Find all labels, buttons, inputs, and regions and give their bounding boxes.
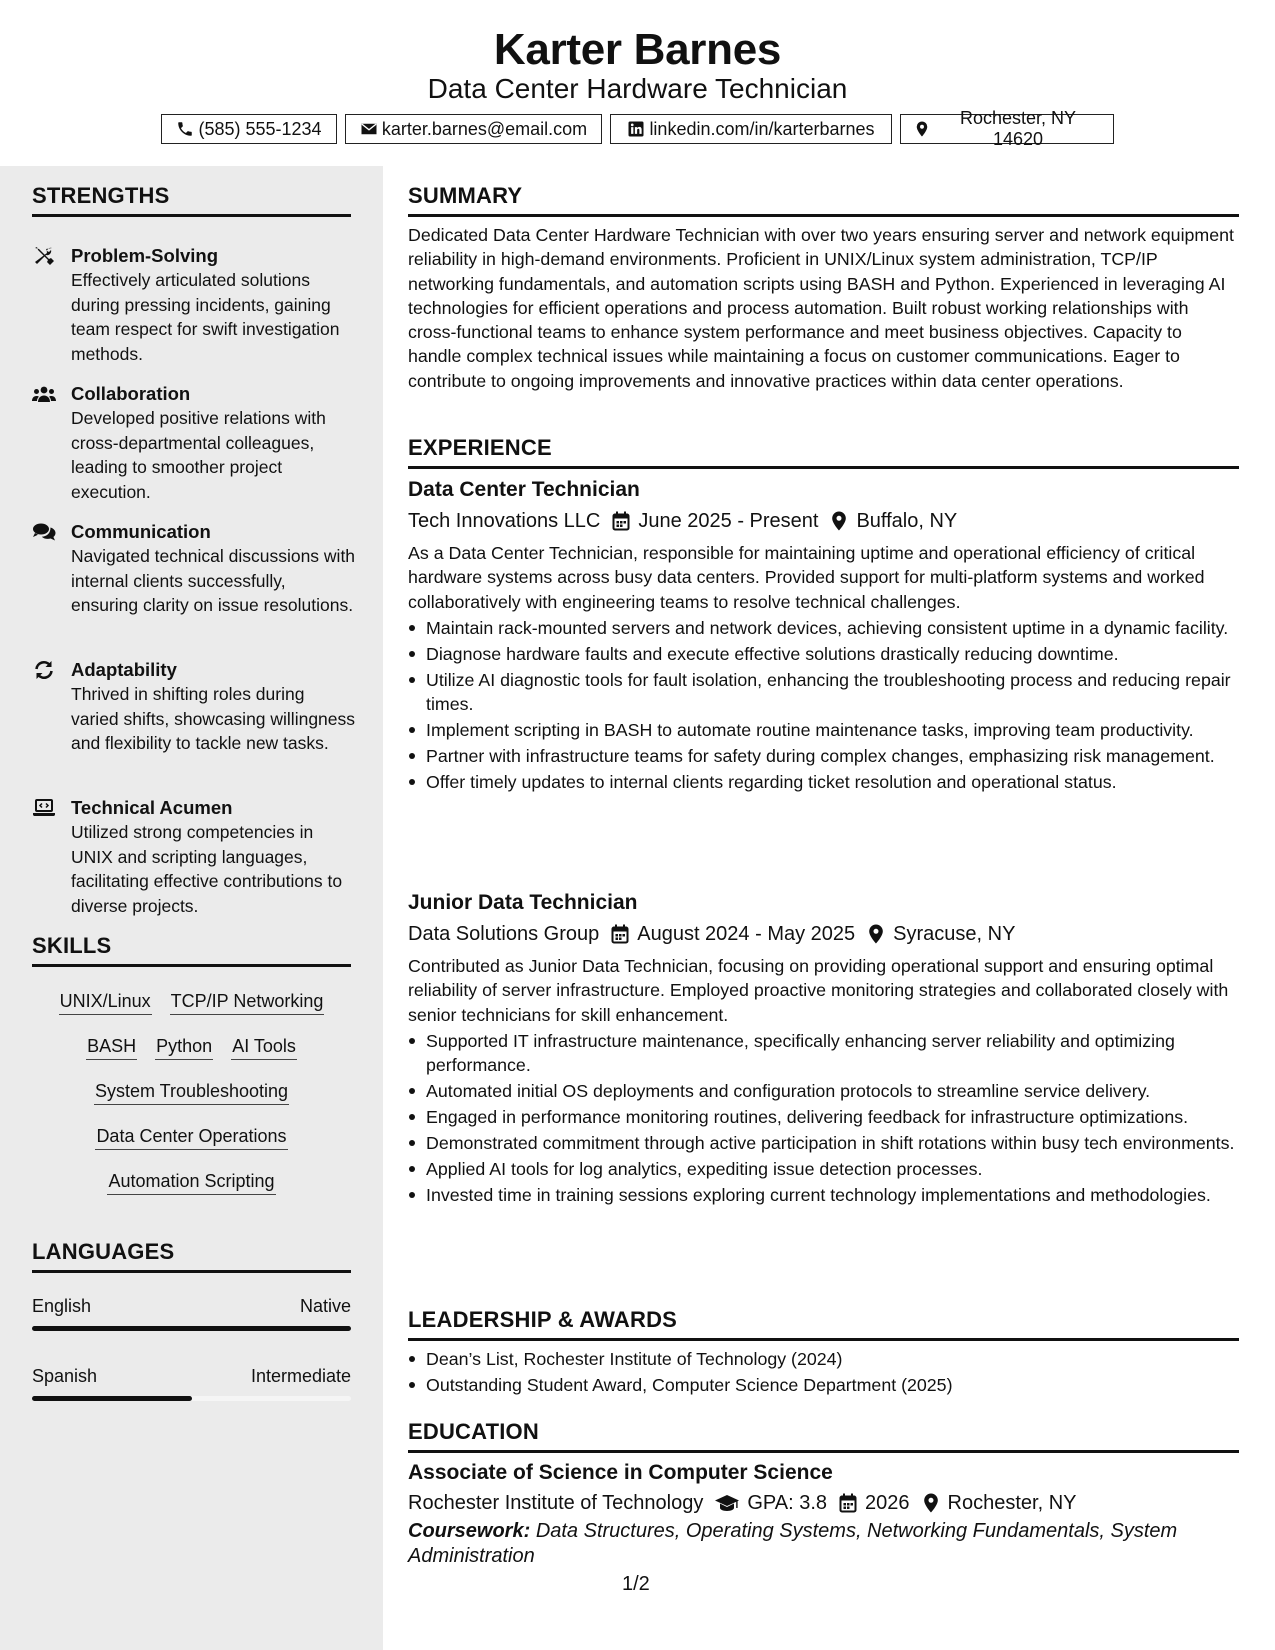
candidate-title: Data Center Hardware Technician [427,73,848,104]
contact-location-text: Rochester, NY 14620 [959,108,1077,149]
linkedin-icon [627,120,645,138]
users-icon [32,384,56,404]
language-name: Spanish [32,1366,98,1386]
contact-email-text: karter.barnes@email.com [381,118,588,139]
list-item: Dean’s List, Rochester Institute of Technology (2024) [408,1347,1239,1371]
awards-section [408,1306,1239,1397]
job-entry [408,889,1239,1208]
envelope-icon [360,120,378,138]
awards-list [408,1347,1239,1397]
skill-tag: System Troubleshooting [94,1078,289,1105]
awards-heading: LEADERSHIP & AWARDS [408,1306,1239,1341]
language-proficiency-fill [32,1326,351,1331]
education-section [408,1418,1239,1569]
list-item: Engaged in performance monitoring routines, delivering feedback for infrastructure optimizations. [408,1105,1239,1129]
skill-tag: TCP/IP Networking [170,988,325,1015]
calendar-icon [612,511,630,531]
job-location: Syracuse, NY [893,923,1016,945]
strengths-section [32,182,356,916]
list-item: Partner with infrastructure teams for safety during complex changes, emphasizing risk management. [408,744,1239,768]
skill-tag: AI Tools [231,1033,297,1060]
skills-row [32,1168,351,1195]
resume-header [0,0,1275,166]
list-item: Automated initial OS deployments and configuration protocols to streamline service delivery. [408,1079,1239,1103]
contact-location [900,108,1114,149]
job-entry [408,476,1239,795]
language-item [32,1364,351,1401]
contact-bar [0,108,1275,149]
job-description: Contributed as Junior Data Technician, focusing on providing operational support and ensuring optimal reliability of server infrastructure. Employed proactive monitoring strategies and collaborated closely with senior technicians for skill enhancement. [408,956,1229,1025]
strengths-heading: STRENGTHS [32,182,351,217]
contact-linkedin[interactable] [610,114,892,144]
languages-section [32,1238,351,1408]
job-company: Data Solutions Group [408,923,600,945]
coursework [408,1519,1239,1569]
list-item: Implement scripting in BASH to automate routine maintenance tasks, improving team productivity. [408,718,1239,742]
skills-row [32,1123,351,1150]
job-dates: August 2024 - May 2025 [637,923,856,945]
degree-title: Associate of Science in Computer Science [408,1461,833,1484]
tools-icon [32,246,56,266]
strength-desc: Thrived in shifting roles during varied shifts, showcasing willingness and flexibility to tackle new tasks. [71,684,356,753]
language-name: English [32,1296,92,1316]
strength-desc: Effectively articulated solutions during pressing incidents, gaining team respect for swift investigation methods. [71,270,340,364]
contact-linkedin-text: linkedin.com/in/karterbarnes [649,118,875,139]
job-bullets [408,1029,1239,1208]
education-location: Rochester, NY [947,1492,1077,1514]
graduation-cap-icon [715,1493,739,1513]
skills-row [32,1078,351,1105]
job-meta [408,507,1239,535]
experience-heading: EXPERIENCE [408,434,1239,469]
skill-tag: UNIX/Linux [59,988,152,1015]
laptop-code-icon [32,798,56,818]
job-description: As a Data Center Technician, responsible for maintaining uptime and operational efficiency of critical hardware systems across busy data centers. Provided support for multi-platform systems and worked collaboratively with engineering teams to resolve technical challenges. [408,543,1205,612]
page-number: 1/2 [622,1573,650,1595]
map-pin-icon [913,120,931,138]
skill-tag: BASH [86,1033,137,1060]
list-item: Applied AI tools for log analytics, expediting issue detection processes. [408,1157,1239,1181]
list-item: Utilize AI diagnostic tools for fault isolation, enhancing the troubleshooting process and reducing repair times. [408,668,1239,717]
calendar-icon [611,924,629,944]
candidate-name: Karter Barnes [493,25,782,74]
contact-phone-text: (585) 555-1234 [198,118,322,139]
education-heading: EDUCATION [408,1418,1239,1453]
languages-heading: LANGUAGES [32,1238,351,1273]
list-item: Demonstrated commitment through active participation in shift rotations within busy tech environments. [408,1131,1239,1155]
education-meta [408,1489,1239,1517]
skills-row [32,1033,351,1060]
job-bullets [408,616,1239,795]
map-pin-icon [922,1493,940,1513]
list-item: Diagnose hardware faults and execute effective solutions drastically reducing downtime. [408,642,1239,666]
list-item: Maintain rack-mounted servers and network devices, achieving consistent uptime in a dynamic facility. [408,616,1239,640]
contact-phone[interactable] [161,114,337,144]
language-level: Native [299,1296,351,1316]
skill-tag: Automation Scripting [107,1168,275,1195]
job-title: Data Center Technician [408,478,640,501]
language-proficiency-bar [32,1326,351,1331]
calendar-icon [839,1493,857,1513]
strength-desc: Navigated technical discussions with internal clients successfully, ensuring clarity on issue resolutions. [71,546,356,615]
job-dates: June 2025 - Present [638,510,819,532]
map-pin-icon [867,924,885,944]
contact-email[interactable] [345,114,602,144]
skill-tag: Data Center Operations [95,1123,287,1150]
strength-title: Collaboration [71,383,191,404]
school-name: Rochester Institute of Technology [408,1492,704,1514]
job-location: Buffalo, NY [856,510,958,532]
language-item [32,1294,351,1331]
list-item: Invested time in training sessions exploring current technology implementations and methodologies. [408,1183,1239,1207]
list-item: Supported IT infrastructure maintenance, specifically enhancing server reliability and optimizing performance. [408,1029,1239,1078]
job-title: Junior Data Technician [408,891,638,914]
sync-icon [32,660,56,680]
strength-desc: Developed positive relations with cross-departmental colleagues, leading to smoother project execution. [71,408,326,502]
summary-heading: SUMMARY [408,182,1239,217]
language-proficiency-bar [32,1396,351,1401]
education-year: 2026 [865,1492,910,1514]
job-meta [408,920,1239,948]
map-pin-icon [830,511,848,531]
job-company: Tech Innovations LLC [408,510,601,532]
language-level: Intermediate [250,1366,351,1386]
comments-icon [32,522,56,542]
education-gpa: GPA: 3.8 [747,1492,828,1514]
skills-heading: SKILLS [32,932,351,967]
summary-text: Dedicated Data Center Hardware Technician with over two years ensuring server and network equipment reliability in high-demand environments. Proficient in UNIX/Linux system administration, TCP/IP networking fundamentals, and automation scripts using BASH and Python. Experienced in leveraging AI technologies for efficient operations and process automation. Built robust working relationships with cross-functional teams to enhance system performance and meet business objectives. Capacity to handle complex technical issues while maintaining a focus on customer communications. Eager to contribute to ongoing improvements and innovative practices within data center operations. [408,225,1234,391]
language-proficiency-fill [32,1396,192,1401]
sidebar [0,166,383,1650]
experience-section [408,434,1239,469]
list-item: Outstanding Student Award, Computer Science Department (2025) [408,1373,1239,1397]
strength-title: Problem-Solving [71,245,218,266]
skills-row [32,988,351,1015]
strength-title: Technical Acumen [71,797,233,818]
summary-section [408,182,1239,393]
coursework-text: Data Structures, Operating Systems, Networking Fundamentals, System Administration [408,1520,1178,1567]
list-item: Offer timely updates to internal clients regarding ticket resolution and operational status. [408,770,1239,794]
coursework-label: Coursework: [408,1520,531,1542]
phone-icon [176,120,194,138]
skill-tag: Python [155,1033,213,1060]
skills-section [32,932,351,1192]
strength-title: Communication [71,521,211,542]
strength-title: Adaptability [71,659,177,680]
strength-desc: Utilized strong competencies in UNIX and scripting languages, facilitating effective contributions to diverse projects. [71,822,343,916]
